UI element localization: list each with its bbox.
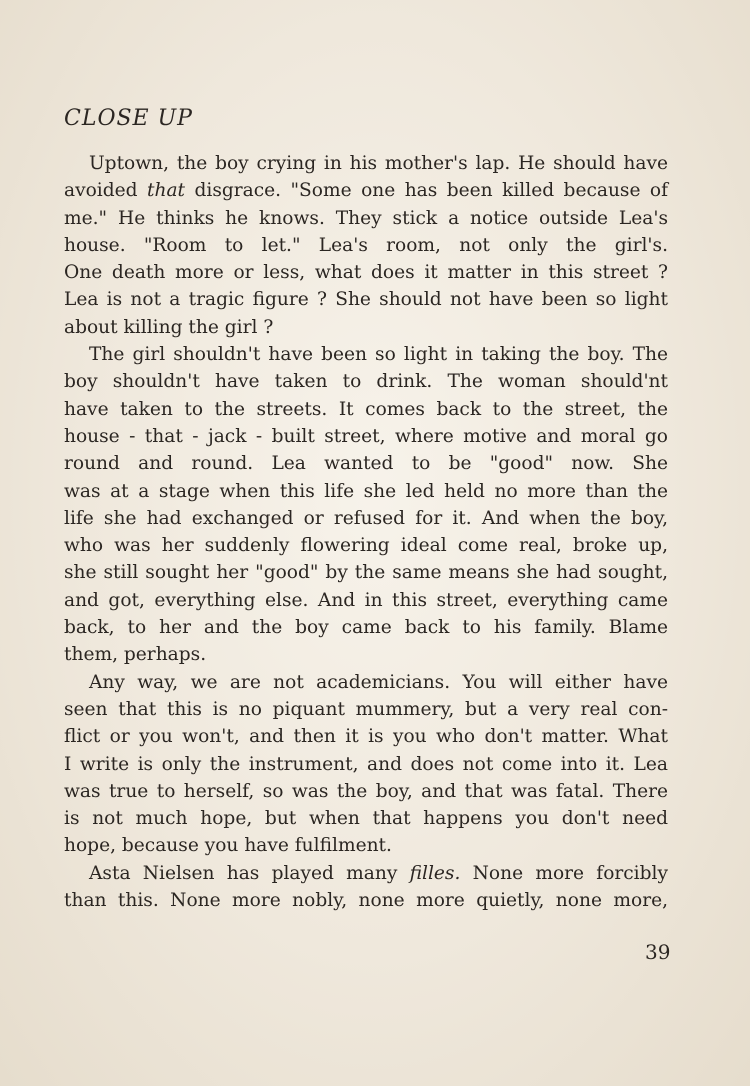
text-line: me." He thinks he knows. They stick a notice outside Lea's: [64, 207, 668, 229]
text-line: house. "Room to let." Lea's room, not only the girl's.: [64, 234, 668, 256]
text-line: them, perhaps.: [64, 644, 207, 666]
text-line: boy shouldn't have taken to drink. The woman should'nt: [64, 371, 668, 393]
paragraph: [64, 860, 668, 915]
text-line: who was her suddenly flowering ideal come real, broke up,: [64, 535, 668, 557]
body-text: [64, 150, 668, 914]
text-line: is not much hope, but when that happens you don't need: [64, 808, 668, 830]
text-line: seen that this is no piquant mummery, but a very real con-: [64, 698, 668, 720]
text-line: The girl shouldn't have been so light in taking the boy. The: [89, 344, 668, 366]
text-line: back, to her and the boy came back to his family. Blame: [64, 617, 668, 639]
text-line: Any way, we are not academicians. You will either have: [89, 671, 668, 693]
text-line: Lea is not a tragic figure ? She should not have been so light: [64, 289, 668, 311]
italic-word: filles.: [409, 862, 461, 884]
text-line: was at a stage when this life she led held no more than the: [64, 480, 668, 502]
page-number: 39: [645, 940, 671, 964]
text-line: flict or you won't, and then it is you who don't matter. What: [64, 726, 668, 748]
text-line: avoided that disgrace. "Some one has been killed because of: [64, 180, 668, 202]
text-line: have taken to the streets. It comes back to the street, the: [64, 398, 668, 420]
paragraph: [64, 341, 668, 669]
text-line: life she had exchanged or refused for it. And when the boy,: [64, 507, 668, 529]
text-line: was true to herself, so was the boy, and that was fatal. There: [64, 780, 668, 802]
text-line: I write is only the instrument, and does not come into it. Lea: [64, 753, 668, 775]
text-line: One death more or less, what does it matter in this street ?: [64, 262, 668, 284]
running-head: CLOSE UP: [64, 106, 193, 131]
text-line: house - that - jack - built street, where motive and moral go: [64, 425, 668, 447]
text-line: round and round. Lea wanted to be "good" now. She: [64, 453, 668, 475]
italic-word: that: [147, 180, 186, 202]
text-line: she still sought her "good" by the same means she had sought,: [64, 562, 668, 584]
paragraph: [64, 150, 668, 341]
paragraph: [64, 669, 668, 860]
text-line: and got, everything else. And in this street, everything came: [64, 589, 668, 611]
text-line: hope, because you have fulfilment.: [64, 835, 392, 857]
text-line: Asta Nielsen has played many filles. None more forcibly: [89, 862, 668, 884]
text-line: about killing the girl ?: [64, 316, 274, 338]
text-line: than this. None more nobly, none more quietly, none more,: [64, 890, 668, 912]
text-line: Uptown, the boy crying in his mother's lap. He should have: [89, 153, 668, 174]
